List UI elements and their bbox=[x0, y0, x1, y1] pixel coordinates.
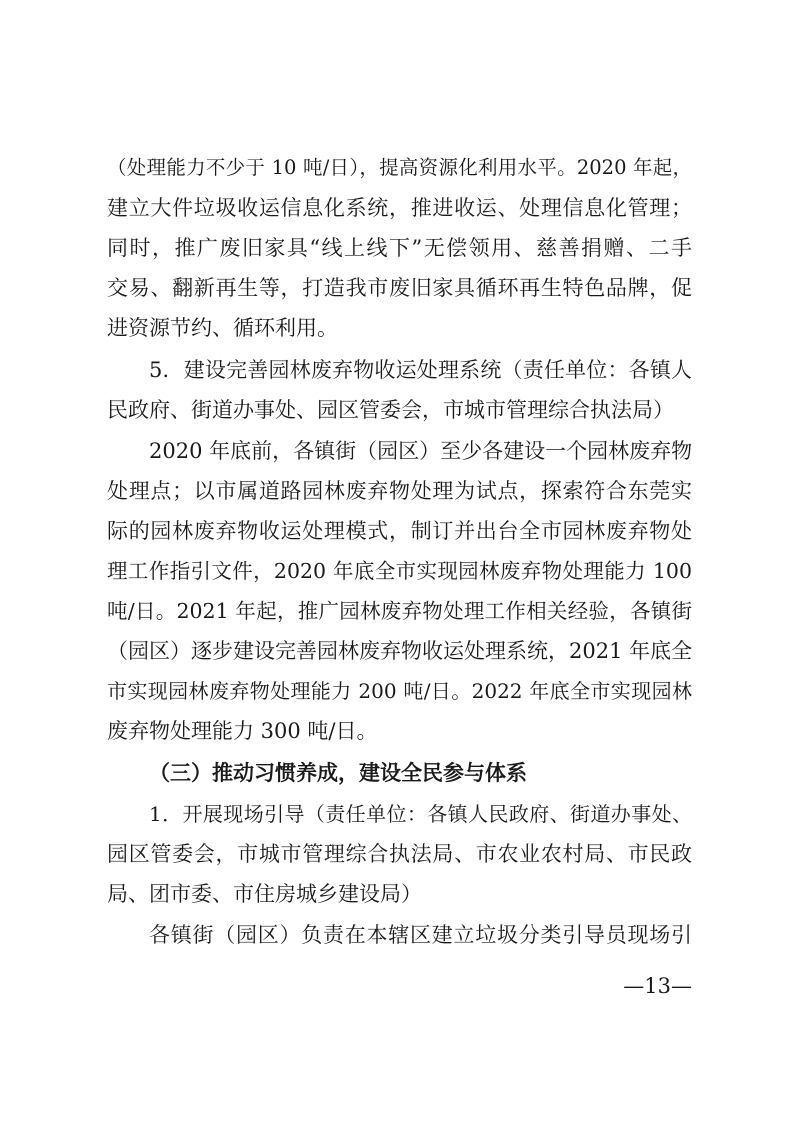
section-item-title: 1．开展现场引导（责任单位：各镇人民政府、街道办事处、 bbox=[149, 802, 692, 826]
paragraph-line: （处理能力不少于 10 吨/日），提高资源化利用水平。2020 年起， bbox=[107, 156, 692, 179]
page-number: —13— bbox=[623, 974, 692, 998]
paragraph-line: （园区）逐步建设完善园林废弃物收运处理系统，2021 年底全 bbox=[107, 639, 693, 663]
paragraph-line: 废弃物处理能力 300 吨/日。 bbox=[107, 719, 378, 743]
paragraph-line: 建立大件垃圾收运信息化系统，推进收运、处理信息化管理； bbox=[107, 196, 692, 220]
paragraph-line: 进资源节约、循环利用。 bbox=[107, 316, 338, 340]
section-item-title: 5．建设完善园林废弃物收运处理系统（责任单位：各镇人 bbox=[149, 358, 692, 382]
section-heading: （三）推动习惯养成，建设全民参与体系 bbox=[149, 760, 527, 785]
section-item-title: 民政府、街道办事处、园区管委会，市城市管理综合执法局） bbox=[107, 398, 674, 422]
paragraph-line: 同时，推广废旧家具“线上线下”无偿领用、慈善捐赠、二手 bbox=[107, 236, 692, 260]
paragraph-line: 理工作指引文件，2020 年底全市实现园林废弃物处理能力 100 bbox=[107, 559, 692, 583]
paragraph-line: 各镇街（园区）负责在本辖区建立垃圾分类引导员现场引 bbox=[149, 923, 692, 947]
paragraph-line: 际的园林废弃物收运处理模式，制订并出台全市园林废弃物处 bbox=[107, 519, 692, 543]
section-item-title: 局、团市委、市住房城乡建设局） bbox=[107, 882, 422, 906]
paragraph-line: 交易、翻新再生等，打造我市废旧家具循环再生特色品牌，促 bbox=[107, 276, 692, 300]
paragraph-line: 吨/日。2021 年起，推广园林废弃物处理工作相关经验，各镇街 bbox=[107, 599, 692, 623]
paragraph-line: 市实现园林废弃物处理能力 200 吨/日。2022 年底全市实现园林 bbox=[107, 679, 692, 703]
section-item-title: 园区管委会，市城市管理综合执法局、市农业农村局、市民政 bbox=[107, 842, 692, 866]
paragraph-line: 2020 年底前，各镇街（园区）至少各建设一个园林废弃物 bbox=[149, 439, 693, 463]
paragraph-line: 处理点；以市属道路园林废弃物处理为试点，探索符合东莞实 bbox=[107, 479, 692, 503]
